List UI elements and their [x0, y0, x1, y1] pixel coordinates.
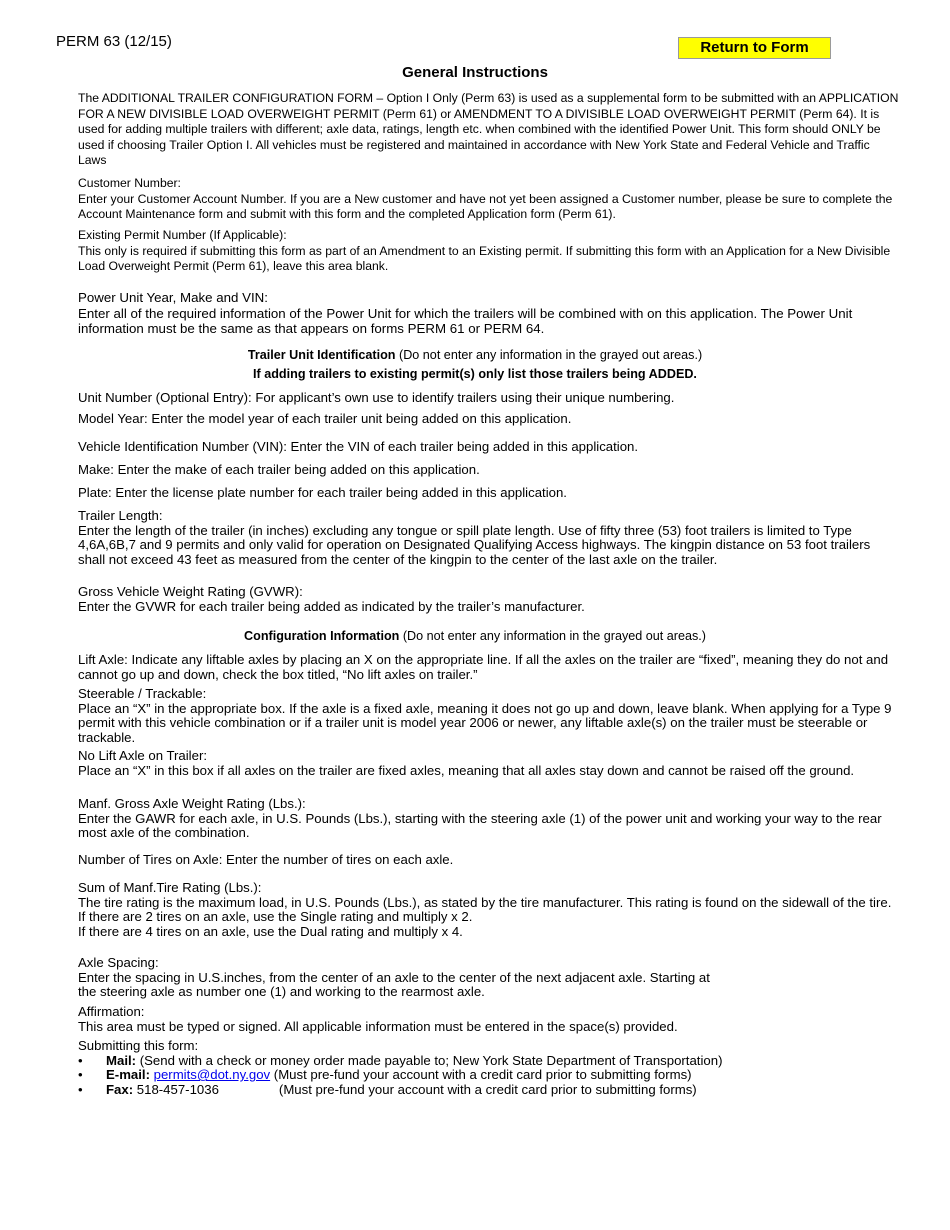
existing-permit-section — [78, 228, 900, 275]
email-label: E-mail: — [106, 1067, 150, 1083]
axle-spacing-section — [78, 956, 900, 1000]
trailer-length-text: Enter the length of the trailer (in inches) excluding any tongue or spill plate length. Use of fifty three (53) foot trailers is limited to Type 4,6A,6B,7 and 9 permits and only valid for operation on Designated Qualifying Access highways. The kingpin distance on 53 foot trailers shall not exceed 43 feet as measured from the center of the kingpin to the center of the last axle on the trailer. — [78, 522, 871, 567]
tire-rating-text: The tire rating is the maximum load, in U.S. Pounds (Lbs.), as stated by the tire manufacturer. This rating is found on the sidewall of the tire. — [78, 894, 892, 910]
power-unit-text: Enter all of the required information of the Power Unit for which the trailers will be combined with on this application. The Power Unit information must be the same as that appears on forms PERM 61 or PERM 64. — [78, 305, 853, 336]
axle-spacing-line1: Enter the spacing in U.S.inches, from the center of an axle to the center of the next adjacent axle. Starting at — [78, 969, 710, 985]
steerable-label: Steerable / Trackable: — [78, 686, 207, 701]
customer-number-text: Enter your Customer Account Number. If you are a New customer and have not yet been assigned a Customer number, please be sure to complete the Account Maintenance form and submit with this form and the completed Application form (Perm 61). — [78, 191, 893, 222]
unit-number-text: Unit Number (Optional Entry): For applicant’s own use to identify trailers using their unique numbering. — [78, 390, 675, 405]
axle-spacing-line2: the steering axle as number one (1) and working to the rearmost axle. — [78, 984, 485, 1000]
trailer-section-subheading: If adding trailers to existing permit(s) only list those trailers being ADDED. — [253, 367, 697, 381]
email-text: (Must pre-fund your account with a credit card prior to submitting forms) — [270, 1067, 692, 1083]
customer-number-label: Customer Number: — [78, 176, 181, 190]
form-id: PERM 63 (12/15) — [56, 33, 172, 50]
lift-axle-text: Lift Axle: Indicate any liftable axles by placing an X on the appropriate line. If all the axles on the trailer are “fixed”, meaning they do not and cannot go up and down, check the box titled, “No lift axles on trailer.” — [78, 652, 889, 682]
customer-number-section — [78, 176, 900, 223]
submitting-label: Submitting this form: — [78, 1038, 199, 1053]
page-title: General Instructions — [402, 64, 548, 81]
bullet-icon: • — [78, 1081, 83, 1097]
trailer-length-section — [78, 509, 900, 567]
trailer-length-label: Trailer Length: — [78, 508, 163, 523]
gvwr-text: Enter the GVWR for each trailer being added as indicated by the trailer’s manufacturer. — [78, 598, 585, 614]
fax-number: 518-457-1036 — [133, 1081, 219, 1097]
list-item-mail — [78, 1054, 900, 1069]
trailer-heading-note: (Do not enter any information in the grayed out areas.) — [395, 348, 703, 362]
model-year-text: Model Year: Enter the model year of each trailer unit being added on this application. — [78, 411, 572, 426]
email-link[interactable]: permits@dot.ny.gov — [153, 1067, 271, 1083]
bullet-icon: • — [78, 1052, 83, 1068]
config-heading-bold: Configuration Information — [244, 629, 400, 643]
no-lift-section — [78, 749, 900, 778]
existing-permit-text: This only is required if submitting this form as part of an Amendment to an Existing permit. If submitting this form with an Application for a New Divisible Load Overweight Permit (Perm 61), leave this area blank. — [78, 243, 891, 274]
no-lift-label: No Lift Axle on Trailer: — [78, 748, 208, 763]
tire-rating-line2: If there are 2 tires on an axle, use the Single rating and multiply x 2. — [78, 909, 473, 925]
steerable-section — [78, 687, 900, 745]
tire-rating-label: Sum of Manf.Tire Rating (Lbs.): — [78, 880, 262, 895]
fax-label: Fax: — [106, 1081, 134, 1097]
submission-methods-list — [78, 1054, 900, 1098]
affirmation-section — [78, 1005, 900, 1034]
power-unit-section — [78, 290, 900, 337]
no-lift-text: Place an “X” in this box if all axles on the trailer are fixed axles, meaning that all axles stay down and cannot be raised off the ground. — [78, 762, 855, 778]
existing-permit-label: Existing Permit Number (If Applicable): — [78, 228, 287, 242]
tire-rating-line4: If there are 4 tires on an axle, use the Dual rating and multiply x 4. — [78, 923, 463, 939]
steerable-text: Place an “X” in the appropriate box. If the axle is a fixed axle, meaning it does not go up and down, leave blank. When applying for a Type 9 permit with this vehicle combination or if a trailer unit is model year 2006 or newer, any liftable axle(s) on the trailer must be steerable or trackable. — [78, 700, 892, 745]
tire-rating-section — [78, 881, 900, 939]
bullet-icon: • — [78, 1067, 83, 1083]
config-heading-note: (Do not enter any information in the grayed out areas.) — [399, 629, 706, 643]
plate-text: Plate: Enter the license plate number for each trailer being added in this application. — [78, 485, 567, 500]
gawr-text: Enter the GAWR for each axle, in U.S. Pounds (Lbs.), starting with the steering axle (1) of the power unit and working your way to the rear most axle of the combination. — [78, 810, 882, 841]
gawr-label: Manf. Gross Axle Weight Rating (Lbs.): — [78, 796, 306, 811]
gvwr-label: Gross Vehicle Weight Rating (GVWR): — [78, 584, 303, 599]
submitting-section — [78, 1039, 900, 1097]
mail-text: (Send with a check or money order made payable to; New York State Department of Transportation) — [136, 1052, 723, 1068]
config-section-heading — [0, 629, 950, 643]
trailer-heading-bold: Trailer Unit Identification — [247, 348, 396, 362]
axle-spacing-label: Axle Spacing: — [78, 955, 159, 970]
return-to-form-button[interactable]: Return to Form — [678, 37, 831, 59]
list-item-fax — [78, 1083, 900, 1098]
list-item-email — [78, 1068, 900, 1083]
make-text: Make: Enter the make of each trailer being added on this application. — [78, 462, 480, 477]
gawr-section — [78, 797, 900, 841]
power-unit-label: Power Unit Year, Make and VIN: — [78, 290, 268, 305]
vin-text: Vehicle Identification Number (VIN): Enter the VIN of each trailer being added in this application. — [78, 439, 639, 454]
mail-label: Mail: — [106, 1052, 137, 1068]
fax-text: (Must pre-fund your account with a credit card prior to submitting forms) — [278, 1081, 697, 1097]
affirmation-text: This area must be typed or signed. All applicable information must be entered in the space(s) provided. — [78, 1018, 678, 1034]
intro-paragraph: The ADDITIONAL TRAILER CONFIGURATION FORM – Option I Only (Perm 63) is used as a supplemental form to be submitted with an APPLICATION FOR A NEW DIVISIBLE LOAD OVERWEIGHT PERMIT (Perm 61) or AMENDMENT TO A DIVISIBLE LOAD OVERWEIGHT PERMIT (Perm 64). It is used for adding multiple trailers with different; axle data, ratings, length etc. when combined with the identified Power Unit. This form should ONLY be used if choosing Trailer Option I. All vehicles must be registered and maintained in accordance with New York State and Federal Vehicle and Traffic Laws — [78, 91, 899, 168]
trailer-section-heading — [0, 348, 950, 362]
tires-text: Number of Tires on Axle: Enter the number of tires on each axle. — [78, 852, 454, 867]
affirmation-label: Affirmation: — [78, 1004, 145, 1019]
gvwr-section — [78, 585, 900, 614]
